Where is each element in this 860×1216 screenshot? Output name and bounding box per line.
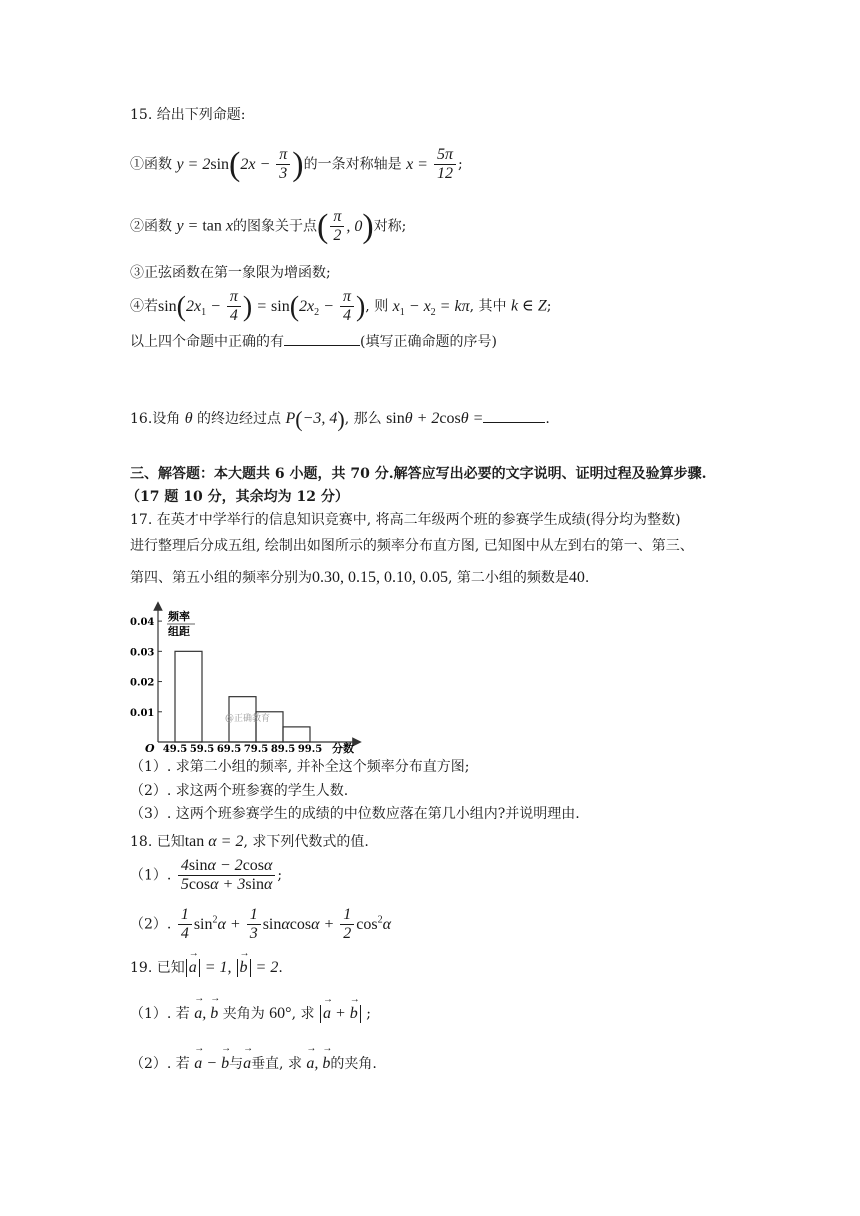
y-tick-label: 0.04 [130, 617, 155, 629]
y-tick-label: 0.01 [130, 707, 155, 719]
q17-sub-3: （3）. 这两个班参赛学生的成绩的中位数应落在第几小组内?并说明理由. [130, 806, 580, 822]
section3-note: （17 题 10 分，其余均为 12 分） [126, 489, 349, 505]
q16: 16.设角 θ 的终边经过点 P(−3, 4), 那么 sinθ + 2cosθ = . [130, 406, 550, 432]
y-axis-label-top: 频率 [168, 610, 190, 623]
q18-sub-1: （1）. $\frac{4\sin\alpha - 2\cos\alpha}{5\cos\alpha + 3\sin\alpha}$ ; [130, 857, 283, 894]
y-tick-label: 0.02 [130, 677, 155, 689]
q17-sub-2: （2）. 求这两个班参赛的学生人数. [130, 783, 349, 799]
q18-sub-2: （2）. $\frac{1}{4}$ $\sin^2\alpha$ + $\frac{1}{3}$ sinαcosα + $\frac{1}{2}$ $\cos^2\alpha$ [130, 906, 392, 943]
q15-title: 15. 给出下列命题: [130, 107, 246, 123]
x-tick-label: 89.5 [270, 744, 296, 755]
q15-proposition-3: ③正弦函数在第一象限为增函数; [130, 265, 331, 281]
section3-heading: 三、解答题：本大题共 6 小题，共 70 分.解答应写出必要的文字说明、证明过程及验算步骤. [130, 466, 707, 482]
q15-proposition-2: ②函数 y = tan x的图象关于点( $\frac{\pi}{2}$ , 0)对称; [130, 207, 407, 245]
q17-sub-1: （1）. 求第二小组的频率, 并补全这个频率分布直方图; [130, 759, 470, 775]
y-tick-label: 0.03 [130, 647, 155, 659]
q18-statement: 18. 已知tan α = 2, 求下列代数式的值. [130, 833, 369, 850]
x-tick-label: 79.5 [243, 744, 269, 755]
watermark: @正确教育 [225, 714, 271, 724]
x-tick-label: 49.5 [162, 744, 188, 755]
q15-proposition-1: ①函数 y = 2sin(2x − $\frac{\pi}{3}$ )的一条对称轴是 x = $\frac{5\pi}{12}$ ; [130, 145, 463, 183]
q17-line-1: 17. 在英才中学举行的信息知识竞赛中, 将高二年级两个班的参赛学生成绩(得分均为整数) [130, 512, 681, 528]
q15-proposition-4: ④若$\sin(2x_1$ − $\frac{\pi}{4}$ ) = $\sin(2x_2$ − $\frac{\pi}{4}$ ), 则 $x_1 - x_2 = k\pi$, 其中 k ∈ Z; [130, 288, 552, 325]
q15-answer-blank [284, 333, 360, 346]
frequency-histogram [125, 600, 365, 756]
x-tick-label: 99.5 [297, 744, 323, 755]
x-tick-label: 69.5 [216, 744, 242, 755]
q19-sub-2: （2）. 若 → a − → b与→ a垂直, 求 → a, → b的夹角. [130, 1054, 377, 1074]
q17-line-3: 第四、第五小组的频率分别为0.30, 0.15, 0.10, 0.05, 第二小组的频数是40. [130, 569, 590, 586]
q15-question: 以上四个命题中正确的有 (填写正确命题的序号) [130, 334, 497, 350]
q19-sub-1: （1）. 若 → a, → b 夹角为 60°, 求 → a + → b ; [130, 1004, 371, 1024]
q16-answer-blank [483, 410, 545, 423]
origin-label: O [145, 742, 155, 755]
x-axis-label: 分数 [332, 742, 354, 755]
histogram-bar [175, 651, 202, 742]
y-axis-label-bottom: 组距 [168, 625, 190, 638]
q17-line-2: 进行整理后分成五组, 绘制出如图所示的频率分布直方图, 已知图中从左到右的第一、第三、 [130, 538, 694, 554]
histogram-bar [283, 727, 310, 742]
q19-statement: 19. 已知→ a = 1, → b = 2. [130, 958, 283, 978]
x-tick-label: 59.5 [189, 744, 215, 755]
